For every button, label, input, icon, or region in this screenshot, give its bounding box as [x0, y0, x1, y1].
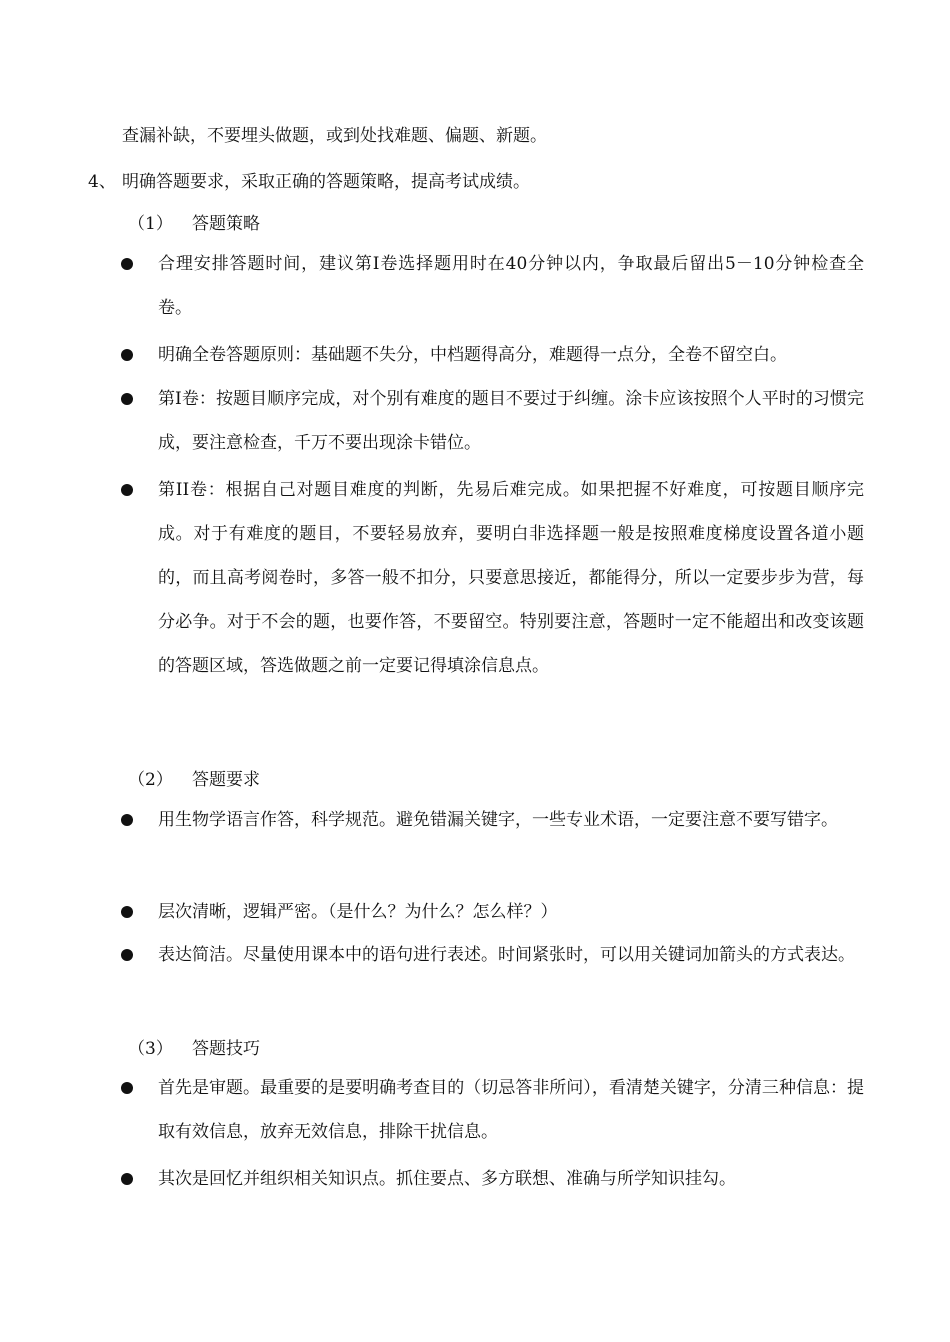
subsection-3-title: 答题技巧 [192, 1039, 260, 1059]
list-item: 其次是回忆并组织相关知识点。抓住要点、多方联想、准确与所学知识挂勾。 [158, 1169, 736, 1189]
subsection-1-number: （1） [128, 214, 173, 234]
section-4-number: 4、 [88, 172, 116, 192]
subsection-2-number: （2） [128, 770, 173, 790]
bullet-icon [121, 258, 133, 270]
list-item: 首先是审题。最重要的是要明确考查目的（切忌答非所问），看清楚关键字，分清三种信息：提取有效信息，放弃无效信息，排除干扰信息。 [158, 1078, 864, 1142]
bullet-icon [121, 349, 133, 361]
continuation-line: 查漏补缺，不要埋头做题，或到处找难题、偏题、新题。 [122, 126, 547, 146]
bullet-icon [121, 1173, 133, 1185]
section-4-heading: 明确答题要求，采取正确的答题策略，提高考试成绩。 [122, 172, 530, 192]
list-item: 第I卷：按题目顺序完成，对个别有难度的题目不要过于纠缠。涂卡应该按照个人平时的习惯完成，要注意检查，千万不要出现涂卡错位。 [158, 389, 864, 453]
list-item: 层次清晰，逻辑严密。（是什么？为什么？怎么样？） [158, 902, 558, 922]
bullet-icon [121, 393, 133, 405]
list-item: 合理安排答题时间，建议第I卷选择题用时在40分钟以内，争取最后留出5－10分钟检查全卷。 [158, 254, 864, 318]
subsection-1-title: 答题策略 [192, 214, 260, 234]
list-item: 表达简洁。尽量使用课本中的语句进行表述。时间紧张时，可以用关键词加箭头的方式表达。 [158, 945, 855, 965]
bullet-icon [121, 814, 133, 826]
bullet-icon [121, 949, 133, 961]
list-item: 用生物学语言作答，科学规范。避免错漏关键字，一些专业术语，一定要注意不要写错字。 [158, 810, 838, 830]
subsection-2-title: 答题要求 [192, 770, 260, 790]
list-item: 明确全卷答题原则：基础题不失分，中档题得高分，难题得一点分，全卷不留空白。 [158, 345, 787, 365]
bullet-icon [121, 906, 133, 918]
bullet-icon [121, 484, 133, 496]
bullet-icon [121, 1082, 133, 1094]
list-item: 第II卷：根据自己对题目难度的判断，先易后难完成。如果把握不好难度，可按题目顺序完成。对于有难度的题目，不要轻易放弃，要明白非选择题一般是按照难度梯度设置各道小题的，而且高考阅卷时，多答一般不扣分，只要意思接近，都能得分，所以一定要步步为营，每分必争。对于不会的题，也要作答，不要留空。特别要注意，答题时一定不能超出和改变该题的答题区域，答选做题之前一定要记得填涂信息点。 [158, 480, 864, 676]
subsection-3-number: （3） [128, 1039, 173, 1059]
